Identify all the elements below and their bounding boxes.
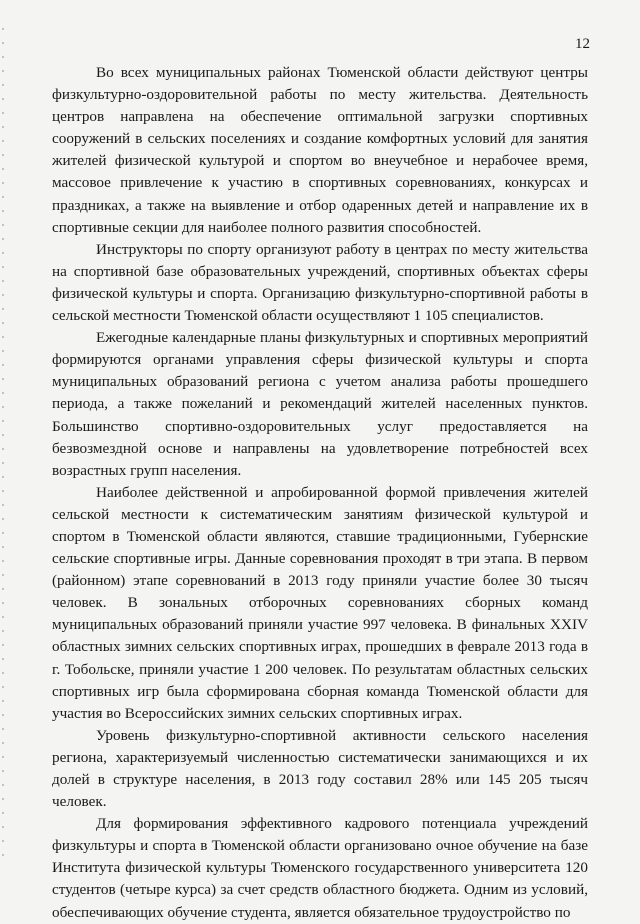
scan-edge-marks xyxy=(2,28,4,868)
paragraph-activity-level: Уровень физкультурно-спортивной активности сельского населения региона, характеризуемый численностью систематически занимающихся и их долей в структуре населения, в 2013 году составил 28% или 145 205 тысяч человек. xyxy=(52,726,588,811)
paragraph-rural-games: Наиболее действенной и апробированной формой привлечения жителей сельской местности к систематическим занятиям физической культурой и спортом в Тюменской области являются, ставшие традиционными, Губернские сельские спортивные игры. Данные соревнования проходят в три этапа. В первом (районном) этапе соревнований в 2013 году приняли участие более 30 тысяч человек. В зональных отборочных соревнованиях сборных команд муниципальных образований приняли участие 997 человека. В финальных XXIV областных зимних сельских спортивных играх, прошедших в феврале 2013 года в г. Тобольске, приняли участие 1 200 человек. По результатам областных сельских спортивных игр была сформирована сборная команда Тюменской области для участия во Всероссийских зимних сельских спортивных играх. xyxy=(52,483,588,722)
body-text xyxy=(52,62,588,924)
paragraph-staff-training: Для формирования эффективного кадрового потенциала учреждений физкультуры и спорта в Тюменской области организовано очное обучение на базе Института физической культуры Тюменского государственного университета 120 студентов (четыре курса) за счет средств областного бюджета. Одним из условий, обеспечивающих обучение студента, является обязательное трудоустройство по xyxy=(52,815,588,921)
paragraph-sport-instructors: Инструкторы по спорту организуют работу в центрах по месту жительства на спортивной базе образовательных учреждений, спортивных объектах сферы физической культуры и спорта. Организацию физкультурно-спортивной работы в сельской местности Тюменской области осуществляют 1 105 специалистов. xyxy=(52,240,588,325)
paragraph-rural-centers: Во всех муниципальных районах Тюменской области действуют центры физкультурно-оздоровительной работы по месту жительства. Деятельность центров направлена на обеспечение оптимальной загрузки спортивных сооружений в сельских поселениях и создание комфортных условий для занятия жителей физической культурой и спортом во внеучебное и нерабочее время, массовое привлечение к участию в спортивных соревнованиях, конкурсах и праздниках, а также на выявление и отбор одаренных детей и направление их в спортивные секции для наиболее полного развития способностей. xyxy=(52,64,588,236)
paragraph-annual-plans: Ежегодные календарные планы физкультурных и спортивных мероприятий формируются органами управления сферы физической культуры и спорта муниципальных образований региона с учетом анализа работы прошедшего периода, а также пожеланий и рекомендаций жителей населенных пунктов. Большинство спортивно-оздоровительных услуг предоставляется на безвозмездной основе и направлены на удовлетворение потребностей всех возрастных групп населения. xyxy=(52,329,588,479)
page-number: 12 xyxy=(575,36,590,52)
